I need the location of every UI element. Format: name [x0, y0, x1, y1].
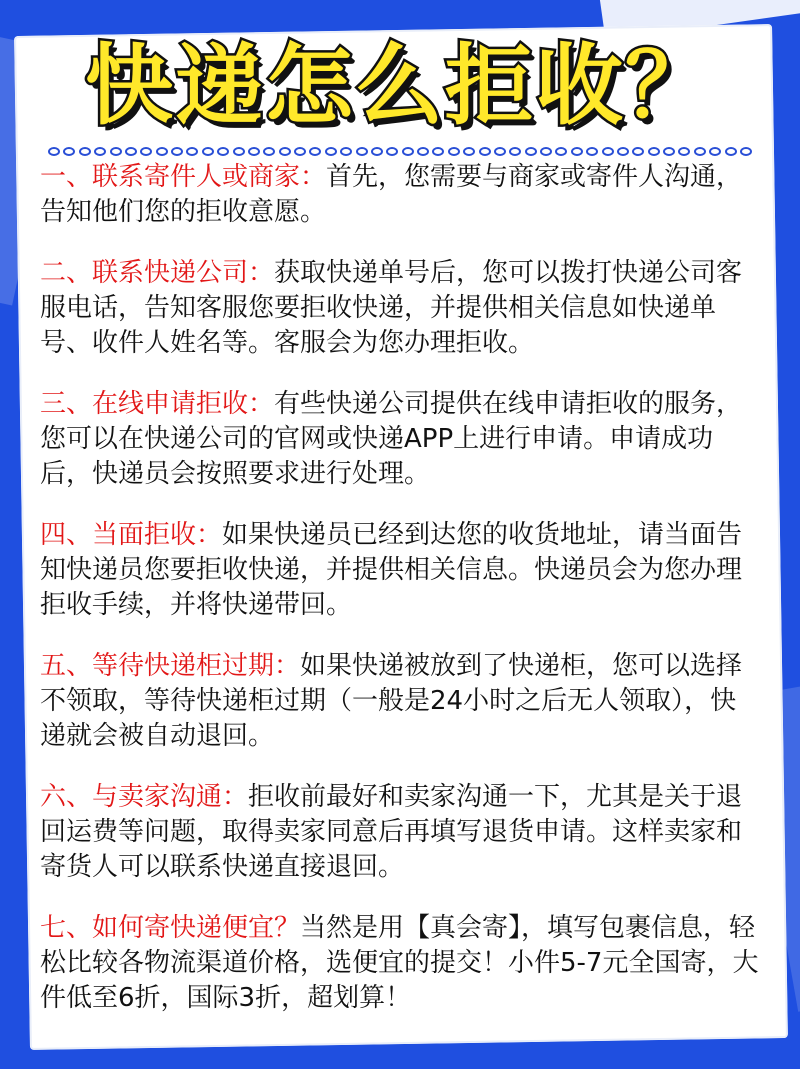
section-2 — [40, 256, 760, 361]
bead-icon — [632, 147, 644, 156]
section-text: 获取快递单号后，您可以拨打快递公司客服电话，告知客服您要拒收快递，并提供相关信息如快递单号、收件人姓名等。客服会为您办理拒收。 — [40, 258, 743, 358]
section-text: 有些快递公司提供在线申请拒收的服务，您可以在快递公司的官网或快递APP上进行申请。申请成功后，快递员会按照要求进行处理。 — [40, 389, 743, 489]
bead-icon — [63, 147, 75, 156]
bead-icon — [617, 147, 629, 156]
bead-icon — [94, 147, 106, 156]
bead-icon — [356, 147, 368, 156]
bead-icon — [309, 147, 321, 156]
section-3 — [40, 387, 760, 492]
bead-icon — [340, 147, 352, 156]
bead-icon — [509, 147, 521, 156]
section-heading: 六、与卖家沟通： — [40, 782, 249, 812]
bead-icon — [186, 147, 198, 156]
bead-icon — [79, 147, 91, 156]
bead-divider — [48, 144, 752, 158]
bead-icon — [725, 147, 737, 156]
bead-icon — [371, 147, 383, 156]
bead-icon — [740, 147, 752, 156]
bead-icon — [325, 147, 337, 156]
bead-icon — [125, 147, 137, 156]
bead-icon — [648, 147, 660, 156]
section-heading: 七、如何寄快递便宜？ — [40, 913, 301, 943]
bead-icon — [233, 147, 245, 156]
bead-icon — [279, 147, 291, 156]
bead-icon — [140, 147, 152, 156]
section-text: 首先，您需要与商家或寄件人沟通，告知他们您的拒收意愿。 — [40, 162, 743, 227]
bead-icon — [417, 147, 429, 156]
section-heading: 四、当面拒收： — [40, 520, 223, 550]
bead-icon — [525, 147, 537, 156]
bead-icon — [110, 147, 122, 156]
article-body — [40, 160, 760, 1042]
bead-icon — [694, 147, 706, 156]
bead-icon — [571, 147, 583, 156]
bead-icon — [479, 147, 491, 156]
bead-icon — [248, 147, 260, 156]
bead-icon — [448, 147, 460, 156]
bead-icon — [156, 147, 168, 156]
bead-icon — [48, 147, 60, 156]
page-title: 快递怎么拒收？ — [84, 34, 715, 137]
bead-icon — [463, 147, 475, 156]
bead-icon — [663, 147, 675, 156]
section-text: 当然是用【真会寄】，填写包裹信息，轻松比较各物流渠道价格，选便宜的提交！小件5-7元全国寄，大件低至6折，国际3折，超划算！ — [40, 913, 759, 1013]
bead-icon — [602, 147, 614, 156]
section-heading: 二、联系快递公司： — [40, 258, 275, 288]
section-heading: 三、在线申请拒收： — [40, 389, 275, 419]
section-7 — [40, 911, 760, 1016]
section-4 — [40, 518, 760, 623]
section-text: 如果快递员已经到达您的收货地址，请当面告知快递员您要拒收快递，并提供相关信息。快递员会为您办理拒收手续，并将快递带回。 — [40, 520, 743, 620]
section-1 — [40, 160, 760, 230]
section-6 — [40, 780, 760, 885]
bead-icon — [217, 147, 229, 156]
bead-icon — [432, 147, 444, 156]
bead-icon — [678, 147, 690, 156]
bead-icon — [494, 147, 506, 156]
section-heading: 一、联系寄件人或商家： — [40, 162, 327, 192]
section-5 — [40, 649, 760, 754]
bead-icon — [402, 147, 414, 156]
bead-icon — [263, 147, 275, 156]
bead-icon — [540, 147, 552, 156]
bead-icon — [709, 147, 721, 156]
section-heading: 五、等待快递柜过期： — [40, 651, 301, 681]
bead-icon — [171, 147, 183, 156]
section-text: 如果快递被放到了快递柜，您可以选择不领取，等待快递柜过期（一般是24小时之后无人领取），快递就会被自动退回。 — [40, 651, 743, 751]
bead-icon — [202, 147, 214, 156]
section-text: 拒收前最好和卖家沟通一下，尤其是关于退回运费等问题，取得卖家同意后再填写退货申请。这样卖家和寄货人可以联系快递直接退回。 — [40, 782, 743, 882]
bead-icon — [555, 147, 567, 156]
bead-icon — [586, 147, 598, 156]
bead-icon — [294, 147, 306, 156]
bead-icon — [386, 147, 398, 156]
